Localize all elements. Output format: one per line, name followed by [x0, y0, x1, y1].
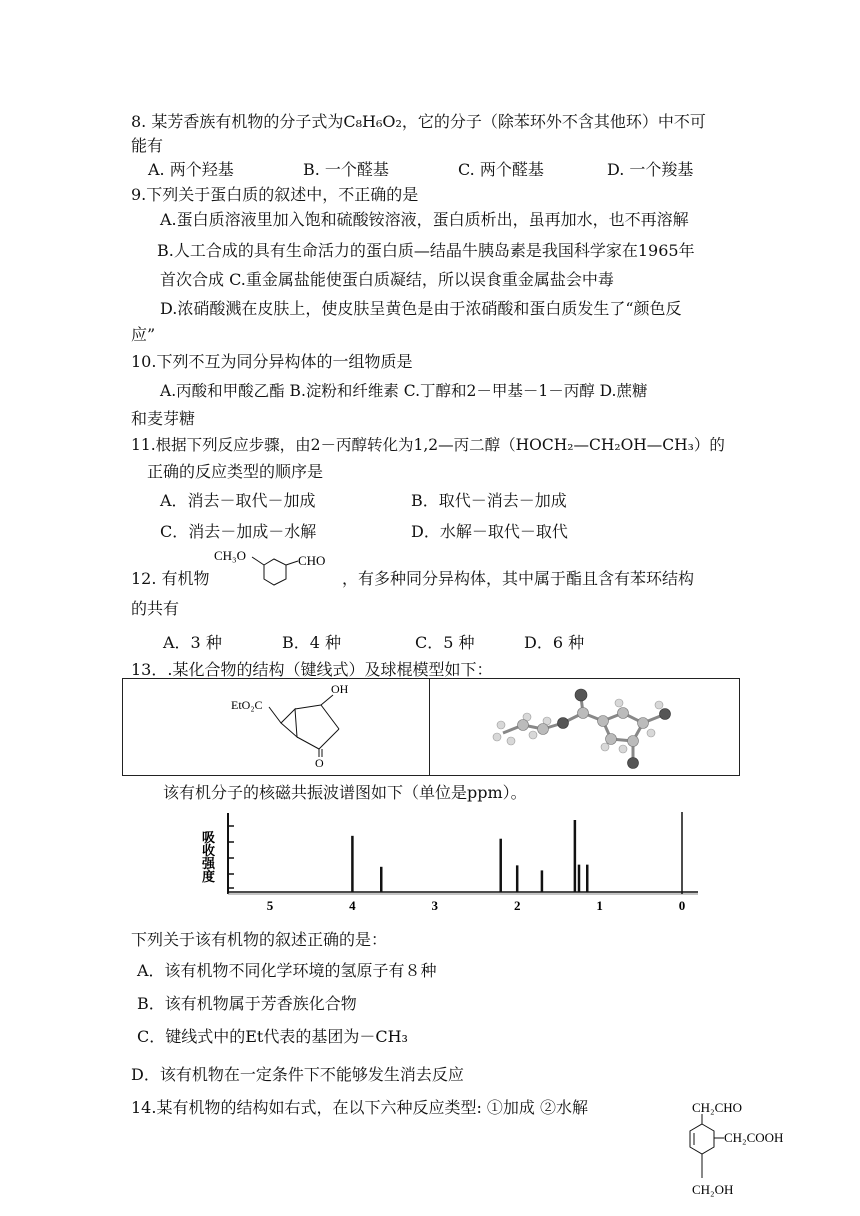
q13-label-ester: EtO₂C — [231, 698, 263, 712]
q13-skeletal-formula — [223, 681, 423, 773]
q9-option-d: D.浓硝酸溅在皮肤上，使皮肤呈黄色是由于浓硝酸和蛋白质发生了“颜色反 — [160, 299, 682, 318]
q12-prefix: 12. 有机物 — [131, 569, 210, 588]
nmr-spectrum-chart — [198, 808, 698, 914]
q8-line1: 8. 某芳香族有机物的分子式为C₈H₆O₂，它的分子（除苯环外不含其他环）中不可 — [131, 112, 706, 131]
q9-option-b: B.人工合成的具有生命活力的蛋白质—结晶牛胰岛素是我国科学家在1965年 — [157, 241, 695, 260]
q11-option-c: C．消去－加成－水解 — [160, 522, 317, 541]
q9-stem: 9.下列关于蛋白质的叙述中，不正确的是 — [131, 185, 419, 204]
q12-option-c: C．5 种 — [415, 633, 475, 652]
q14-stem: 14.某有机物的结构如右式，在以下六种反应类型: ①加成 ②水解 — [131, 1098, 589, 1117]
q10-options: A.丙酸和甲酸乙酯 B.淀粉和纤维素 C.丁醇和2－甲基－1－丙醇 D.蔗糖 — [160, 382, 648, 400]
q12-suffix: ，有多种同分异构体，其中属于酯且含有苯环结构 — [342, 569, 695, 588]
nmr-y-label-char: 度 — [202, 869, 216, 884]
q13-label-oh: OH — [331, 682, 349, 696]
q10-stem: 10.下列不互为同分异构体的一组物质是 — [131, 352, 413, 371]
nmr-tick-label: 4 — [349, 898, 356, 913]
q14-mol-top: CH₂CHO — [692, 1100, 743, 1115]
q9-option-b-c: 首次合成 C.重金属盐能使蛋白质凝结，所以误食重金属盐会中毒 — [160, 270, 614, 289]
q13-option-d: D．该有机物在一定条件下不能够发生消去反应 — [131, 1065, 464, 1084]
q11-line1: 11.根据下列反应步骤，由2－丙醇转化为1,2—丙二醇（HOCH₂—CH₂OH—CH₃）的 — [131, 436, 725, 454]
q13-nmr-caption: 该有机分子的核磁共振波谱图如下（单位是ppm）。 — [163, 783, 527, 802]
q8-option-d: D. 一个羧基 — [607, 160, 694, 179]
nmr-tick-label: 2 — [513, 898, 521, 913]
q9-option-d-cont: 应” — [131, 325, 156, 344]
q10-options-cont: 和麦芽糖 — [131, 409, 196, 428]
q8-option-c: C. 两个醛基 — [458, 160, 544, 179]
q13-option-a: A．该有机物不同化学环境的氢原子有８种 — [137, 961, 437, 980]
q12-option-b: B．4 种 — [282, 633, 342, 652]
q12-line2: 的共有 — [131, 599, 180, 618]
q12-option-d: D．6 种 — [524, 633, 585, 652]
q8-line2: 能有 — [131, 136, 164, 155]
nmr-tick-label: 0 — [678, 898, 686, 913]
nmr-tick-label: 5 — [266, 898, 274, 913]
q12-mol-methoxy: CH₃O — [214, 548, 246, 563]
q13-stem: 13．.某化合物的结构（键线式）及球棍模型如下： — [131, 660, 493, 679]
q13-structure-table — [122, 678, 740, 776]
q11-option-a: A．消去－取代－加成 — [160, 491, 316, 510]
q12-molecule-structure — [214, 543, 344, 593]
q8-option-a: A. 两个羟基 — [148, 160, 234, 179]
nmr-y-label-char: 强 — [202, 856, 216, 871]
q14-molecule-structure — [680, 1096, 810, 1202]
q13-ball-stick-model — [483, 683, 703, 771]
q9-option-a: A.蛋白质溶液里加入饱和硫酸铵溶液，蛋白质析出，虽再加水，也不再溶解 — [160, 210, 689, 229]
q12-mol-aldehyde: CHO — [298, 553, 326, 568]
nmr-y-label-char: 收 — [202, 843, 216, 858]
q14-mol-right: CH₂COOH — [724, 1130, 784, 1145]
nmr-tick-label: 3 — [431, 898, 439, 913]
nmr-y-label-char: 吸 — [202, 830, 216, 845]
q13-question: 下列关于该有机物的叙述正确的是： — [131, 930, 388, 949]
q13-label-o: O — [315, 756, 324, 770]
q12-option-a: A．3 种 — [163, 633, 222, 652]
q11-option-d: D．水解－取代－取代 — [411, 522, 568, 541]
q14-mol-bottom: CH₂OH — [692, 1182, 734, 1197]
nmr-y-label — [201, 830, 216, 884]
q8-option-b: B. 一个醛基 — [303, 160, 389, 179]
q11-line2: 正确的反应类型的顺序是 — [147, 462, 324, 481]
q13-option-b: B．该有机物属于芳香族化合物 — [137, 994, 357, 1013]
nmr-tick-label: 1 — [596, 898, 603, 913]
q11-option-b: B．取代－消去－加成 — [411, 491, 567, 510]
q13-option-c: C．键线式中的Et代表的基团为－CH₃ — [137, 1027, 408, 1046]
